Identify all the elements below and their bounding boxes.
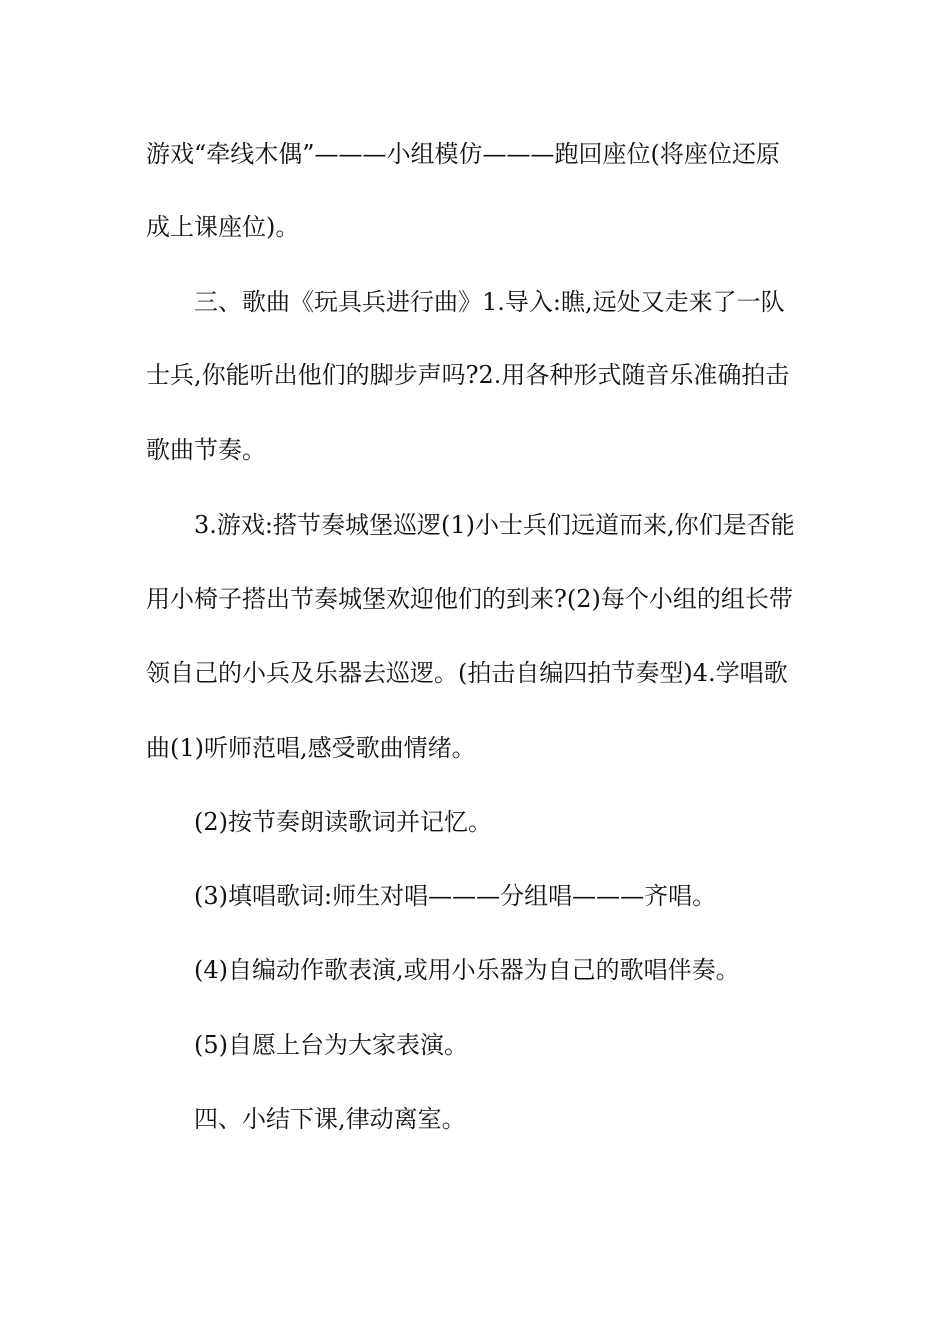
text-line: (2)按节奏朗读歌词并记忆。 (194, 808, 492, 836)
text-line: 用小椅子搭出节奏城堡欢迎他们的到来?(2)每个小组的组长带 (146, 585, 793, 613)
text-line: 曲(1)听师范唱,感受歌曲情绪。 (146, 734, 476, 762)
text-line: 士兵,你能听出他们的脚步声吗?2.用各种形式随音乐准确拍击 (146, 361, 790, 389)
text-line: 歌曲节奏。 (146, 436, 266, 464)
text-line: 成上课座位)。 (146, 213, 300, 241)
text-line: (5)自愿上台为大家表演。 (194, 1031, 468, 1059)
section-heading-song: 三、歌曲《玩具兵进行曲》1.导入:瞧,远处又走来了一队 (194, 288, 785, 316)
text-line: 游戏“牵线木偶”———小组模仿———跑回座位(将座位还原 (146, 140, 780, 168)
text-line: (4)自编动作歌表演,或用小乐器为自己的歌唱伴奏。 (194, 956, 740, 984)
text-line: 领自己的小兵及乐器去巡逻。(拍击自编四拍节奏型)4.学唱歌 (146, 659, 788, 687)
section-heading-summary: 四、小结下课,律动离室。 (194, 1105, 466, 1133)
text-line: 3.游戏:搭节奏城堡巡逻(1)小士兵们远道而来,你们是否能 (194, 511, 795, 539)
text-line: (3)填唱歌词:师生对唱———分组唱———齐唱。 (194, 882, 717, 910)
